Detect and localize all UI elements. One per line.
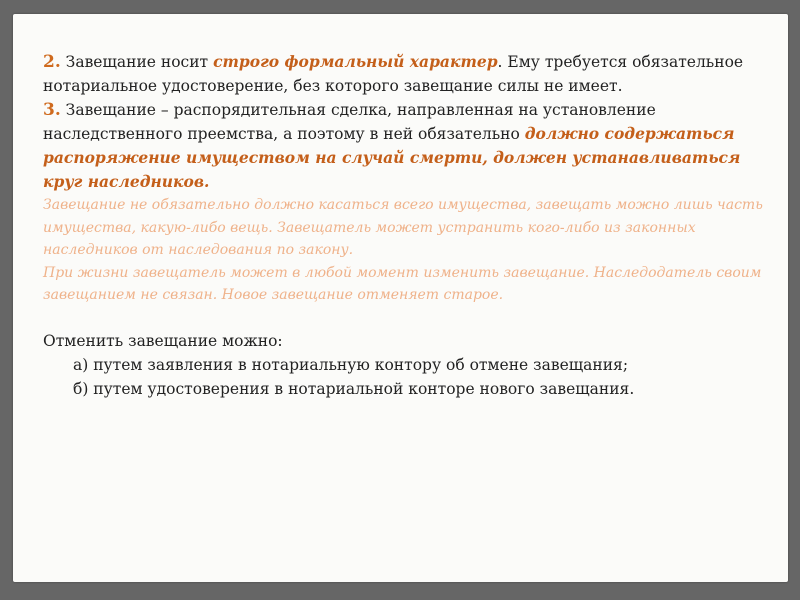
point-3-emphasis: должно содержаться распоряжение имуществом на случай смерти, должен устанавливаться круг наследников. (43, 124, 741, 191)
revoke-heading: Отменить завещание можно: (43, 331, 283, 350)
note-partial-bequest: Завещание не обязательно должно касаться всего имущества, завещать можно лишь часть имущества, какую-либо вещь. Завещатель может устранить кого-либо из законных наследников от наследования по закону. (43, 197, 763, 258)
point-2-paragraph (43, 50, 783, 98)
slide (13, 14, 788, 582)
revoke-item-a: а) путем заявления в нотариальную контору об отмене завещания; (73, 355, 629, 374)
revoke-item-b: б) путем удостоверения в нотариальной конторе нового завещания. (73, 379, 635, 398)
point-3-number: 3. (43, 100, 61, 120)
point-2-text-before: Завещание носит (60, 53, 214, 71)
point-2-text-after: . Ему требуется обязательное нотариальное удостоверение, без которого завещание силы не имеет. (43, 53, 744, 95)
point-2-number: 2. (43, 52, 61, 72)
point-2-emphasis: строго формальный характер (213, 52, 498, 71)
point-3-text-before: Завещание – распорядительная сделка, направленная на установление наследственного преемства, а поэтому в ней обязательно (43, 101, 656, 143)
slide-content (43, 50, 783, 401)
point-3-paragraph (43, 98, 783, 194)
note-change-will: При жизни завещатель может в любой момент изменить завещание. Наследодатель своим завещанием не связан. Новое завещание отменяет старое. (43, 264, 762, 303)
spacer (43, 307, 783, 329)
